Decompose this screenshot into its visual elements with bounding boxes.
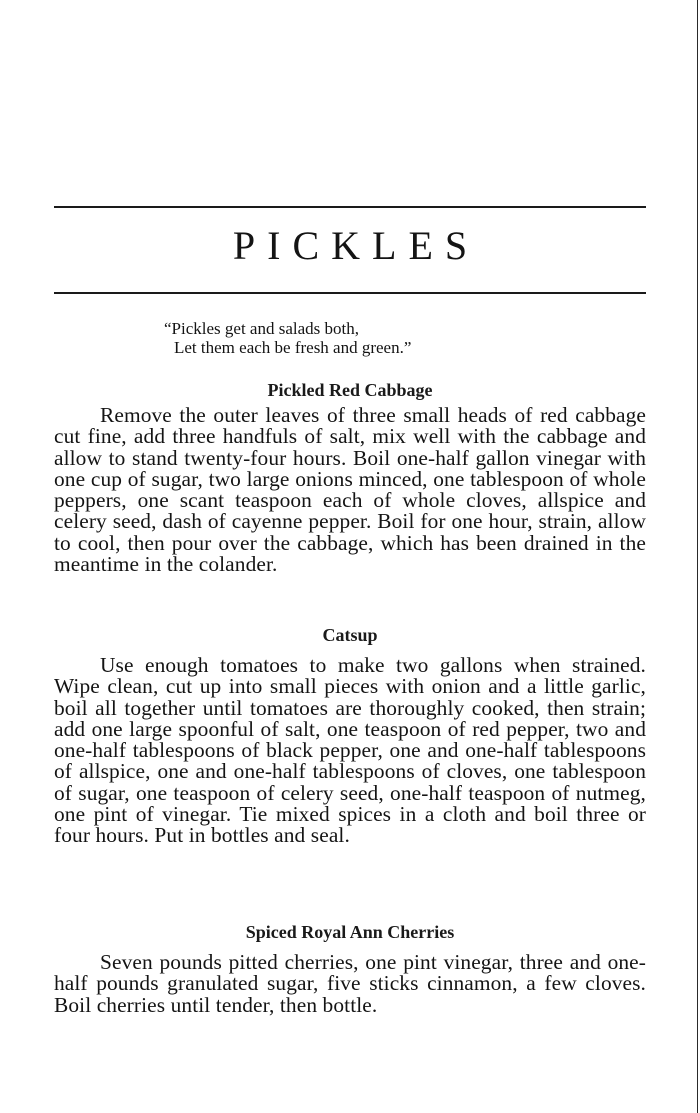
recipe-title-catsup: Catsup bbox=[322, 625, 378, 645]
chapter-title: PICKLES bbox=[232, 223, 480, 268]
bottom-rule bbox=[54, 292, 646, 294]
top-rule bbox=[54, 206, 646, 208]
recipe-title-spiced-royal-ann-cherries: Spiced Royal Ann Cherries bbox=[245, 922, 455, 942]
recipe-title-pickled-red-cabbage: Pickled Red Cabbage bbox=[267, 380, 433, 400]
epigraph bbox=[164, 319, 411, 357]
page-edge-line bbox=[697, 0, 698, 1113]
epigraph-line-1: “Pickles get and salads both, bbox=[164, 319, 359, 338]
recipe-body-pickled-red-cabbage: Remove the outer leaves of three small heads of red cabbage cut fine, add three handfuls of salt, mix well with the cabbage and allow to stand twenty-four hours. Boil one-half gallon vinegar with one cup of sugar, two large onions minced, one tablespoon of whole peppers, one scant teaspoon each of whole cloves, allspice and celery seed, dash of cayenne pepper. Boil for one hour, strain, allow to cool, then pour over the cabbage, which has been drained in the meantime in the colander. bbox=[54, 403, 646, 577]
recipe-body-catsup: Use enough tomatoes to make two gallons when strained. Wipe clean, cut up into small pieces with onion and a little garlic, boil all together until tomatoes are thoroughly cooked, then strain; add one large spoonful of salt, one teaspoon of red pepper, two and one-half tablespoons of black pepper, one and one-half tablespoons of allspice, one and one-half tablespoons of cloves, one tablespoon of sugar, one teaspoon of celery seed, one-half teaspoon of nutmeg, one pint of vinegar. Tie mixed spices in a cloth and boil three or four hours. Put in bottles and seal. bbox=[54, 653, 646, 848]
recipe-body-spiced-royal-ann-cherries: Seven pounds pitted cherries, one pint vinegar, three and one-half pounds granulated sugar, five sticks cinnamon, a few cloves. Boil cherries until tender, then bottle. bbox=[54, 950, 646, 1017]
epigraph-line-2: Let them each be fresh and green.” bbox=[174, 338, 412, 357]
